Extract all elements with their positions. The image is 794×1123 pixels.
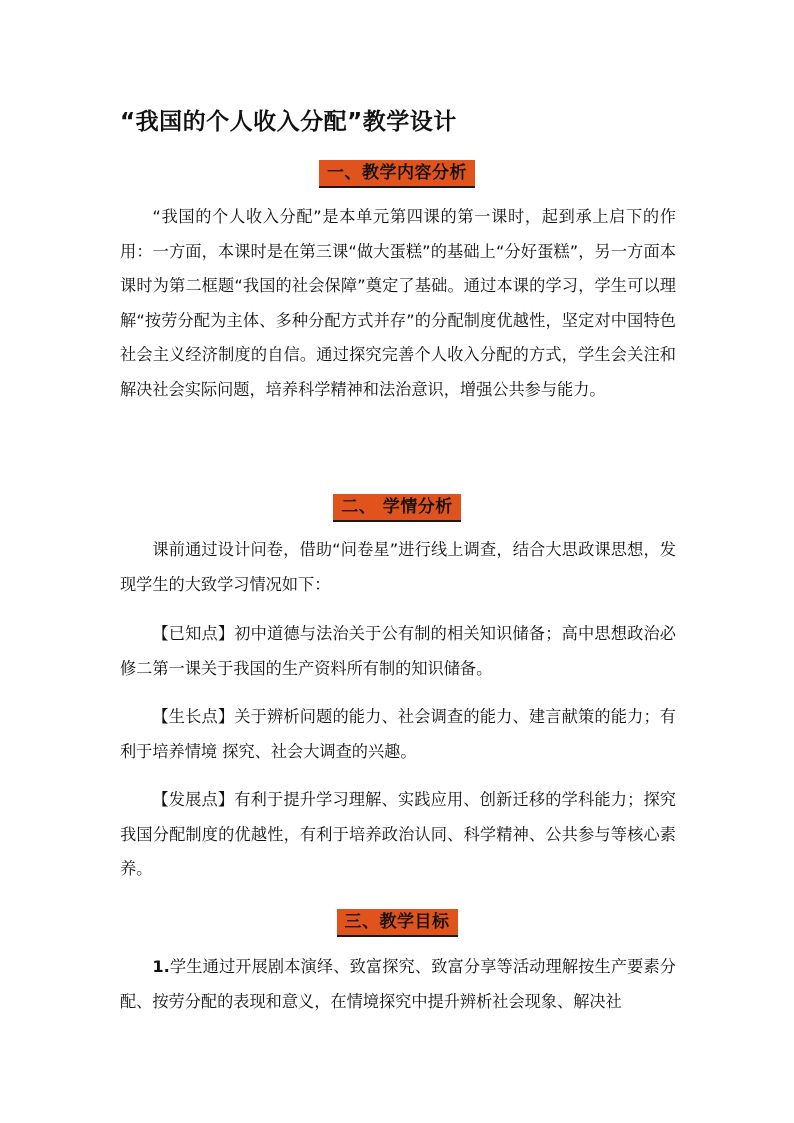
paragraph-growth-points: 【生长点】关于辨析问题的能力、社会调查的能力、建言献策的能力；有利于培养情境 探究、社会大调查的兴趣。: [120, 707, 676, 761]
section-heading-content-analysis: [0, 160, 794, 186]
document-title: “我国的个人收入分配”教学设计: [120, 109, 457, 135]
paragraph-goal-1: 1.学生通过开展剧本演绎、致富探究、致富分享等活动理解按生产要素分配、按劳分配的表现和意义，在情境探究中提升辨析社会现象、解决社: [120, 957, 676, 1011]
section-heading-teaching-goals: [0, 909, 794, 935]
paragraph-survey: 课前通过设计问卷，借助“问卷星”进行线上调查，结合大思政课思想，发现学生的大致学习情况如下：: [120, 540, 676, 594]
section-heading-student-analysis: [0, 494, 794, 520]
section-heading-label: 二、 学情分析: [333, 494, 460, 522]
paragraph-content-analysis: “我国的个人收入分配”是本单元第四课的第一课时，起到承上启下的作用：一方面，本课时是在第三课“做大蛋糕”的基础上“分好蛋糕”，另一方面本课时为第二框题“我国的社会保障”奠定了基础。通过本课的学习，学生可以理解“按劳分配为主体、多种分配方式并存”的分配制度优越性，坚定对中国特色社会主义经济制度的自信。通过探究完善个人收入分配的方式，学生会关注和解决社会实际问题，培养科学精神和法治意识，增强公共参与能力。: [120, 207, 676, 399]
paragraph-known-points: 【已知点】初中道德与法治关于公有制的相关知识储备；高中思想政治必修二第一课关于我国的生产资料所有制的知识储备。: [120, 624, 676, 678]
paragraph-development-points: 【发展点】有利于提升学习理解、实践应用、创新迁移的学科能力；探究我国分配制度的优越性，有利于培养政治认同、科学精神、公共参与等核心素养。: [120, 790, 676, 878]
section-heading-label: 三、教学目标: [337, 909, 458, 937]
section-heading-label: 一、教学内容分析: [319, 160, 475, 188]
